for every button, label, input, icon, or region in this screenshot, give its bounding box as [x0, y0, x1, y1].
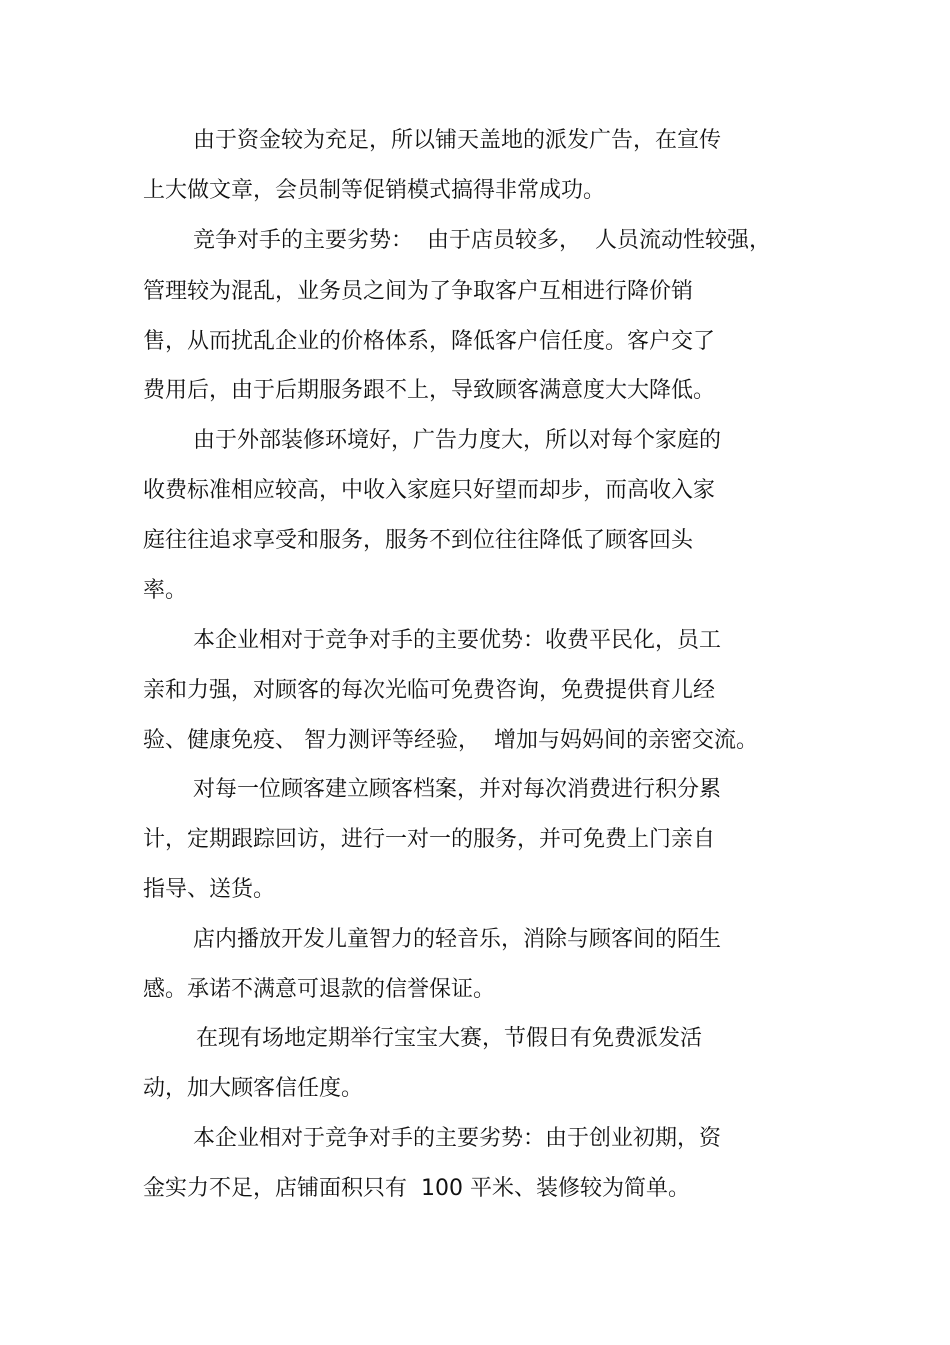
text-line: 本企业相对于竞争对手的主要劣势：由于创业初期，资 [193, 1126, 722, 1151]
text-line: 上大做文章，会员制等促销模式搞得非常成功。 [143, 178, 606, 203]
text-line: 管理较为混乱，业务员之间为了争取客户互相进行降价销 [143, 279, 694, 304]
text-line: 在现有场地定期举行宝宝大赛，节假日有免费派发活 [196, 1026, 703, 1051]
text-line: 计，定期跟踪回访，进行一对一的服务，并可免费上门亲自 [143, 827, 716, 852]
text-line: 收费标准相应较高，中收入家庭只好望而却步，而高收入家 [143, 478, 716, 503]
text-line: 指导、送货。 [143, 877, 276, 902]
text-line: 动，加大顾客信任度。 [143, 1076, 364, 1101]
text-line: 由于外部装修环境好，广告力度大，所以对每个家庭的 [193, 428, 722, 453]
text-line: 对每一位顾客建立顾客档案，并对每次消费进行积分累 [193, 777, 722, 802]
text-line: 费用后，由于后期服务跟不上，导致顾客满意度大大降低。 [143, 378, 716, 403]
text-line: 竞争对手的主要劣势： 由于店员较多， 人员流动性较强， [193, 228, 771, 253]
text-line: 验、健康免疫、 智力测评等经验， 增加与妈妈间的亲密交流。 [143, 728, 758, 753]
text-line: 亲和力强，对顾客的每次光临可免费咨询，免费提供育儿经 [143, 678, 716, 703]
text-line: 庭往往追求享受和服务，服务不到位往往降低了顾客回头 [143, 528, 694, 553]
text-line: 由于资金较为充足，所以铺天盖地的派发广告，在宣传 [193, 128, 722, 153]
text-line: 金实力不足，店铺面积只有 100 平米、装修较为简单。 [143, 1176, 690, 1201]
text-line: 售，从而扰乱企业的价格体系，降低客户信任度。客户交了 [143, 329, 716, 354]
text-line: 感。承诺不满意可退款的信誉保证。 [143, 977, 496, 1002]
text-line: 店内播放开发儿童智力的轻音乐，消除与顾客间的陌生 [193, 927, 722, 952]
text-line: 本企业相对于竞争对手的主要优势：收费平民化，员工 [193, 628, 722, 653]
text-line: 率。 [143, 578, 188, 603]
